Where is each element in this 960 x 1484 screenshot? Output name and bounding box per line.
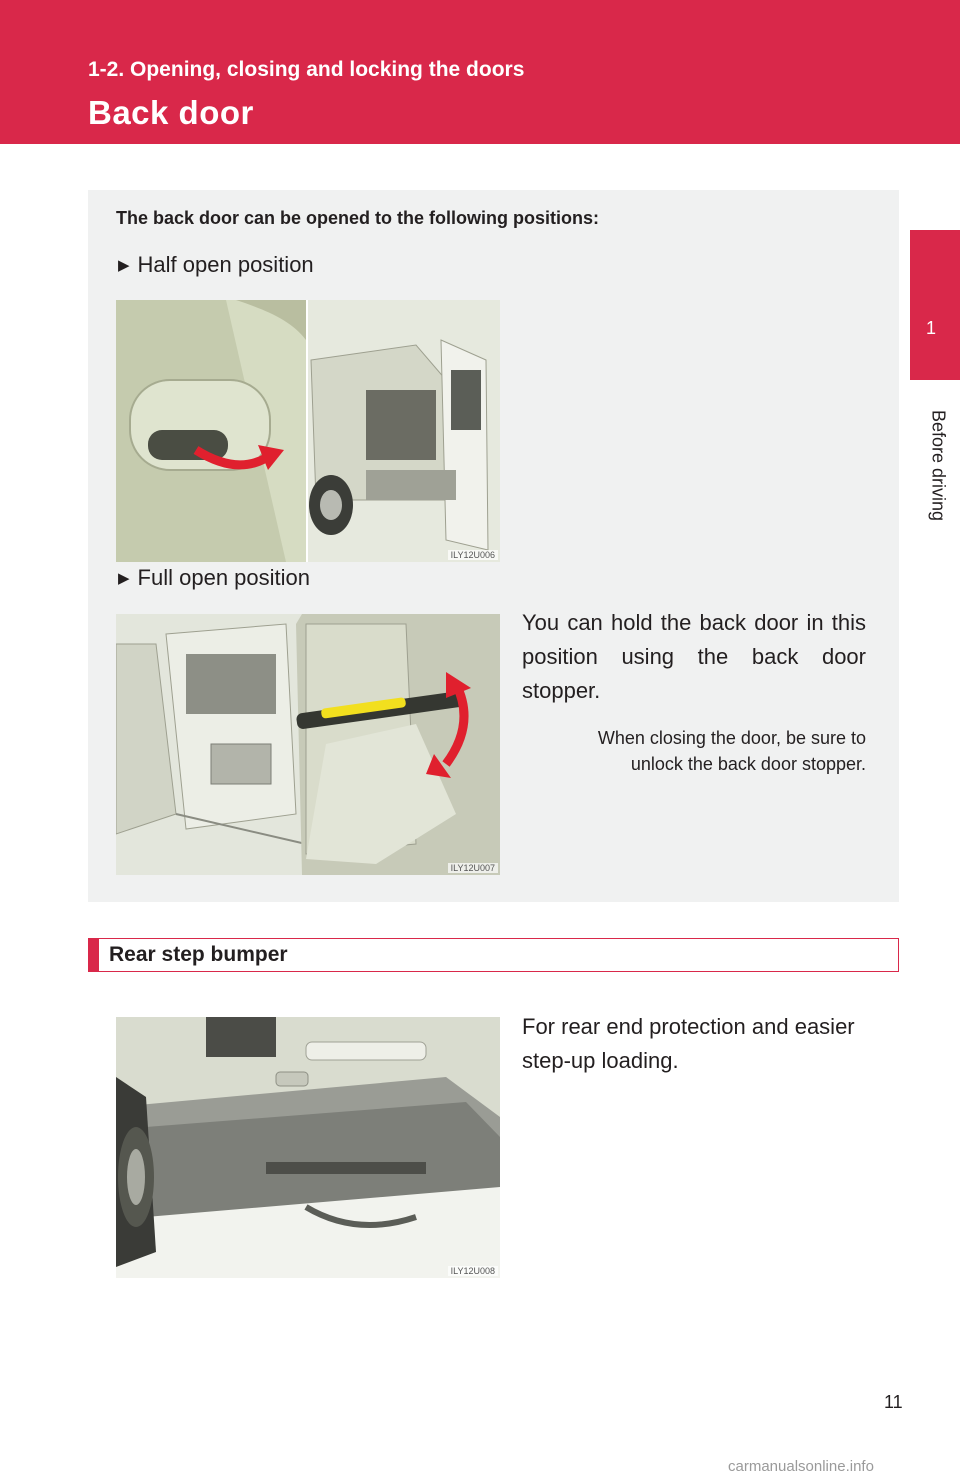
box-intro-text: The back door can be opened to the following positions: bbox=[116, 208, 600, 228]
half-open-label: Half open position bbox=[137, 252, 314, 277]
bullet-arrow-icon: ▶ bbox=[118, 257, 130, 274]
watermark: carmanualsonline.info bbox=[728, 1458, 874, 1475]
half-open-illustration bbox=[116, 300, 500, 562]
rear-step-heading: Rear step bumper bbox=[109, 943, 288, 966]
bullet-arrow-icon: ▶ bbox=[118, 570, 130, 587]
full-open-item bbox=[118, 565, 310, 591]
section-title: 1-2. Opening, closing and locking the doors bbox=[88, 58, 525, 81]
figure-code-half-open: ILY12U006 bbox=[448, 550, 498, 560]
figure-code-full-open: ILY12U007 bbox=[448, 863, 498, 873]
subheader-accent-bar bbox=[89, 939, 99, 971]
half-open-item bbox=[118, 252, 314, 278]
page-title: Back door bbox=[88, 94, 254, 131]
chapter-label: Before driving bbox=[928, 409, 949, 522]
rear-step-description: For rear end protection and easier step-up loading. bbox=[522, 1014, 855, 1073]
chapter-tab bbox=[910, 230, 960, 380]
full-open-description: You can hold the back door in this position using the back door stopper. bbox=[522, 610, 866, 703]
full-open-label: Full open position bbox=[137, 565, 310, 590]
page-number: 11 bbox=[884, 1392, 903, 1412]
full-open-illustration bbox=[116, 614, 500, 875]
rear-step-illustration bbox=[116, 1017, 500, 1278]
chapter-number: 1 bbox=[926, 318, 937, 338]
figure-code-rear-step: ILY12U008 bbox=[448, 1266, 498, 1276]
full-open-note: When closing the door, be sure to unlock the back door stopper. bbox=[597, 728, 866, 774]
